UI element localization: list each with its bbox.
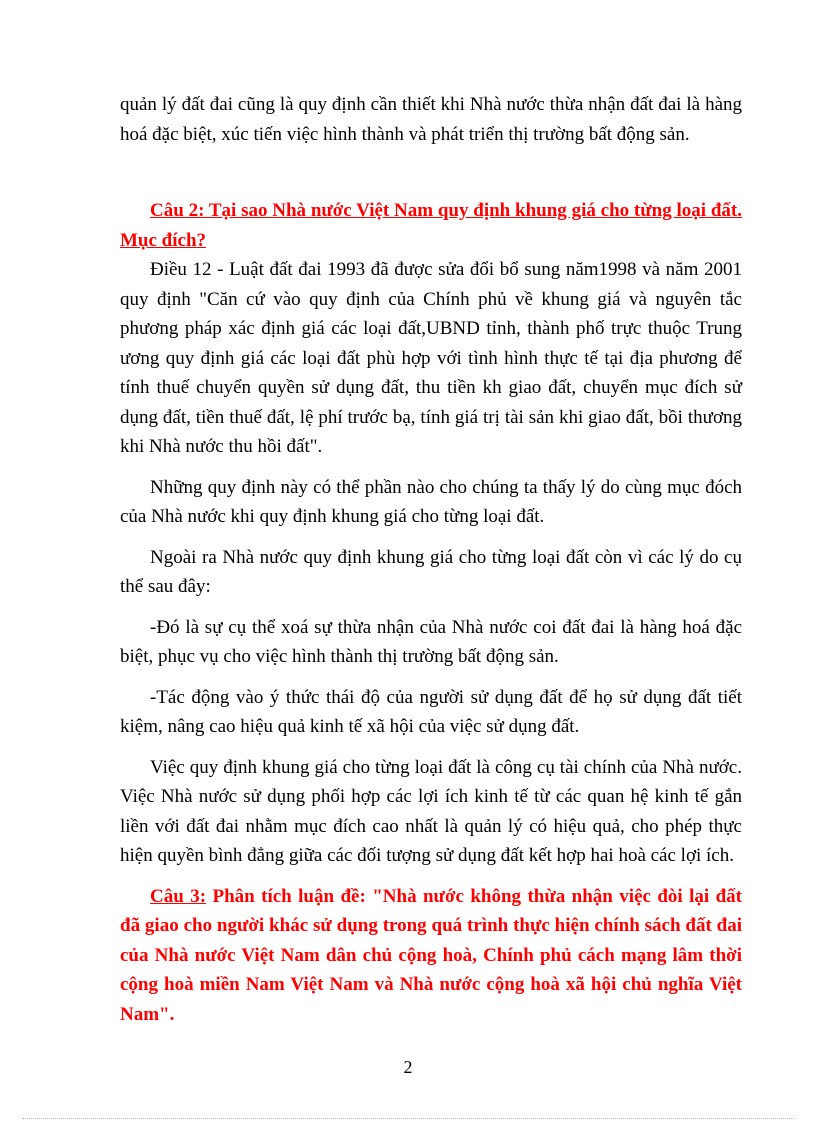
question-3-text: Phân tích luận đề: "Nhà nước không thừa nhận việc đòi lại đất đã giao cho người khác sử dụng trong quá trình thực hiện chính sách đất đai của Nhà nước Việt Nam dân chủ cộng hoà, Chính phủ cách mạng lâm thời cộng hoà miền Nam Việt Nam và Nhà nước cộng hoà xã hội chủ nghĩa Việt Nam".: [120, 885, 743, 1025]
paragraph-financial-tool: Việc quy định khung giá cho từng loại đất là công cụ tài chính của Nhà nước. Việc Nhà nước sử dụng phối hợp các lợi ích kinh tế từ các quan hệ kinh tế gắn liền với đất đai nhằm mục đích cao nhất là quản lý có hiệu quả, cho phép thực hiện quyền bình đẳng giữa các đối tượng sử dụng đất kết hợp hai hoà các lợi ích.: [120, 756, 742, 866]
page-break-divider: [22, 1118, 794, 1119]
paragraph-regulations-reason: Những quy định này có thể phần nào cho chúng ta thấy lý do cùng mục đóch của Nhà nước khi quy định khung giá cho từng loại đất.: [120, 476, 742, 527]
question-3-label: Câu 3:: [150, 885, 207, 907]
question-3-heading: [120, 882, 742, 1030]
page-content: [120, 90, 742, 1029]
paragraph-specific-reasons: Ngoài ra Nhà nước quy định khung giá cho từng loại đất còn vì các lý do cụ thể sau đây:: [120, 546, 742, 597]
paragraph-continuation: quản lý đất đai cũng là quy định cần thiết khi Nhà nước thừa nhận đất đai là hàng hoá đặc biệt, xúc tiến việc hình thành và phát triển thị trường bất động sản.: [120, 94, 742, 145]
question-2-heading: Câu 2: Tại sao Nhà nước Việt Nam quy định khung giá cho từng loại đất. Mục đích?: [120, 200, 742, 251]
paragraph-article-12: Điều 12 - Luật đất đai 1993 đã được sửa đổi bổ sung năm1998 và năm 2001 quy định "Căn cứ vào quy định của Chính phủ về khung giá và nguyên tắc phương pháp xác định giá các loại đất,UBND tỉnh, thành phố trực thuộc Trung ương quy định giá các loại đất phù hợp với tình hình thực tế tại địa phương để tính thuế chuyển quyền sử dụng đất, thu tiền kh giao đất, chuyển mục đích sử dụng đất, tiền thuế đất, lệ phí trước bạ, tính giá trị tài sản khi giao đất, bồi thương khi Nhà nước thu hồi đất".: [120, 259, 742, 457]
page-number: 2: [403, 1057, 413, 1077]
paragraph-reason-2: -Tác động vào ý thức thái độ của người sử dụng đất để họ sử dụng đất tiết kiệm, nâng cao hiệu quả kinh tế xã hội của việc sử dụng đất.: [120, 686, 742, 737]
paragraph-reason-1: -Đó là sự cụ thể xoá sự thừa nhận của Nhà nước coi đất đai là hàng hoá đặc biệt, phục vụ cho việc hình thành thị trường bất động sản.: [120, 616, 742, 667]
